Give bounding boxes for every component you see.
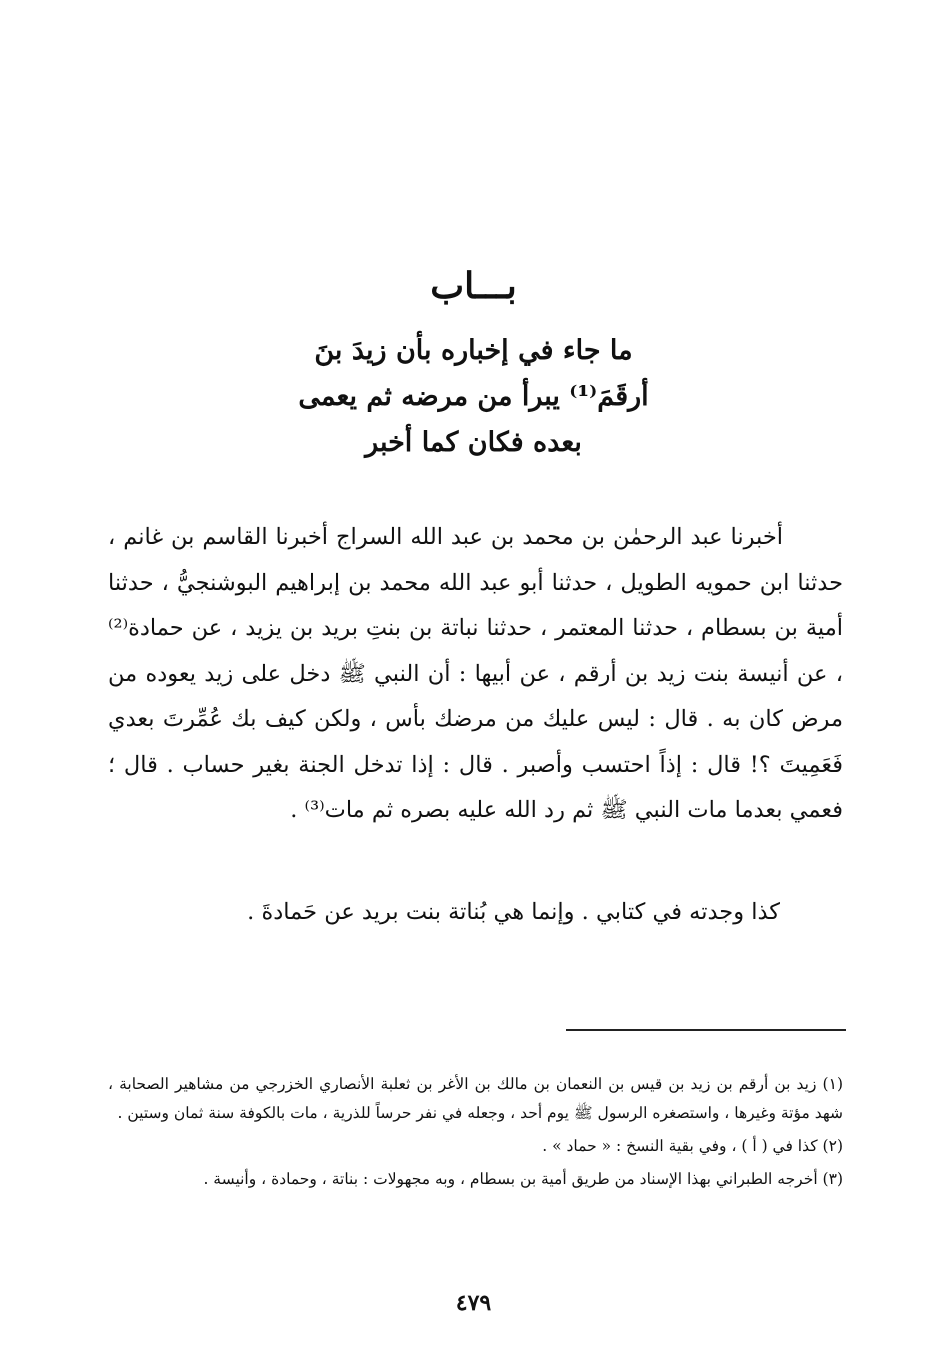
footnote-item: (٢) كذا في ( أ ) ، وفي بقية النسخ : « حماد » . xyxy=(542,1137,843,1155)
chapter-heading: بـــاب xyxy=(430,265,517,307)
footnote-item: (٣) أخرجه الطبراني بهذا الإسناد من طريق أمية بن بسطام ، وبه مجهولات : بناتة ، وحمادة ، وأنيسة . xyxy=(203,1170,843,1188)
chapter-title xyxy=(0,328,947,466)
chapter-title-line: أرقَمَ⁽¹⁾ يبرأ من مرضه ثم يعمى xyxy=(298,381,649,412)
page-number: ٤٧٩ xyxy=(455,1290,492,1316)
footnotes xyxy=(108,1070,843,1198)
chapter-header xyxy=(0,262,947,466)
main-text xyxy=(108,515,843,834)
hadith-paragraph: أخبرنا عبد الرحمٰن بن محمد بن عبد الله السراج أخبرنا القاسم بن غانم ، حدثنا ابن حمويه الطويل ، حدثنا أبو عبد الله محمد بن إبراهيم البوشنجيُّ ، حدثنا أمية بن بسطام ، حدثنا المعتمر ، حدثنا نباتة بن بنتِ بريد بن يزيد ، عن حمادة⁽²⁾ ، عن أنيسة بنت زيد بن أرقم ، عن أبيها : أن النبي ﷺ دخل على زيد يعوده من مرض كان به . قال : ليس عليك من مرضك بأس ، ولكن كيف بك عُمِّرتَ بعدي فَعَمِيتَ ؟! قال : إذاً احتسب وأصبر . قال : إذا تدخل الجنة بغير حساب . قال ؛ فعمي بعدما مات النبي ﷺ ثم رد الله عليه بصره ثم مات⁽³⁾ . xyxy=(108,524,843,823)
chapter-title-line: بعده فكان كما أخبر xyxy=(365,427,582,458)
footnote-separator xyxy=(566,1029,846,1031)
chapter-title-line: ما جاء في إخباره بأن زيدَ بنَ xyxy=(314,335,633,366)
footnote-item: (١) زيد بن أرقم بن زيد بن قيس بن النعمان بن مالك بن الأغر بن ثعلبة الأنصاري الخزرجي من مشاهير الصحابة ، شهد مؤتة وغيرها ، واستصغره الرسول ﷺ يوم أحد ، وجعله في نفر حرساً للذرية ، مات بالكوفة سنة ثمان وستين . xyxy=(108,1075,843,1122)
author-note: كذا وجدته في كتابي . وإنما هي بُناتة بنت بريد عن حَمادةَ . xyxy=(247,899,780,925)
